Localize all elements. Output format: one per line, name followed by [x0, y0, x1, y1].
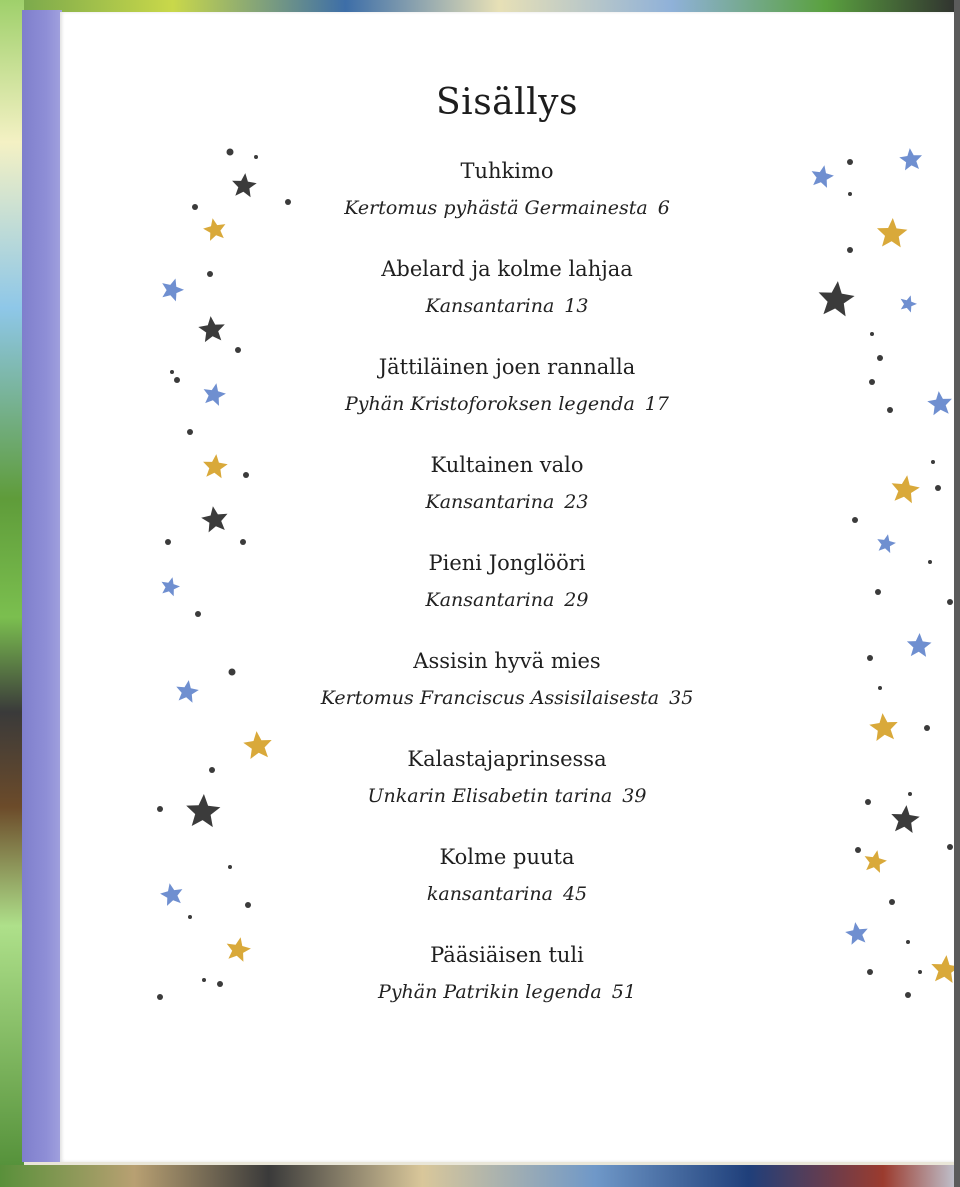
toc-entry	[210, 158, 804, 220]
toc-entry-title: Abelard ja kolme lahjaa	[381, 257, 633, 281]
toc-entry-page: 13	[564, 295, 589, 317]
toc-entry	[210, 256, 804, 318]
toc-entry-page: 51	[611, 981, 636, 1003]
toc-entry-page: 35	[669, 687, 694, 709]
book-cover-bottom-edge	[0, 1165, 960, 1187]
toc-entry-title: Tuhkimo	[460, 159, 554, 183]
toc-entry-subtitle-text: Kansantarina	[425, 491, 555, 513]
toc-entry-subtitle	[210, 588, 804, 612]
toc-entry-subtitle	[210, 294, 804, 318]
toc-entry	[210, 648, 804, 710]
toc-entry-title: Jättiläinen joen rannalla	[378, 355, 636, 379]
toc-entry-page: 29	[564, 589, 589, 611]
toc-entry	[210, 452, 804, 514]
table-of-contents	[60, 12, 954, 1162]
toc-entry	[210, 354, 804, 416]
toc-entry-subtitle	[210, 686, 804, 710]
toc-entry-subtitle-text: Kansantarina	[425, 295, 555, 317]
toc-entry-subtitle-text: Pyhän Patrikin legenda	[378, 981, 602, 1003]
book-page	[60, 12, 954, 1162]
toc-entry	[210, 844, 804, 906]
book-cover-right-edge	[954, 0, 960, 1187]
toc-entry-subtitle	[210, 490, 804, 514]
toc-entry-subtitle	[210, 784, 804, 808]
toc-entry-page: 45	[562, 883, 588, 905]
toc-entry-subtitle	[210, 196, 804, 220]
toc-entry	[210, 746, 804, 808]
toc-entry-subtitle-text: Kertomus pyhästä Germainesta	[344, 197, 648, 219]
toc-entry-title: Pääsiäisen tuli	[430, 943, 584, 967]
toc-entry-page: 6	[657, 197, 670, 219]
toc-entry-title: Kultainen valo	[430, 453, 584, 477]
toc-entry	[210, 942, 804, 1004]
endpaper-strip	[22, 10, 62, 1162]
toc-entry-subtitle	[210, 392, 804, 416]
toc-entry-subtitle	[210, 882, 804, 906]
toc-entry-subtitle-text: Pyhän Kristoforoksen legenda	[345, 393, 635, 415]
toc-entry-title: Kolme puuta	[439, 845, 575, 869]
toc-entry-page: 23	[564, 491, 589, 513]
toc-entry	[210, 550, 804, 612]
toc-entry-title: Pieni Jonglööri	[428, 551, 586, 575]
toc-entry-page: 17	[644, 393, 669, 415]
toc-entry-subtitle-text: Kansantarina	[425, 589, 555, 611]
book-cover-left-edge	[0, 0, 24, 1187]
toc-entry-subtitle-text: Unkarin Elisabetin tarina	[367, 785, 613, 807]
toc-entry-subtitle-text: Kertomus Franciscus Assisilaisesta	[320, 687, 660, 709]
page-title: Sisällys	[436, 82, 578, 123]
toc-entry-title: Kalastajaprinsessa	[407, 747, 607, 771]
toc-entry-page: 39	[622, 785, 647, 807]
toc-entry-subtitle-text: kansantarina	[426, 883, 553, 905]
toc-entry-subtitle	[210, 980, 804, 1004]
toc-entry-title: Assisin hyvä mies	[413, 649, 601, 673]
